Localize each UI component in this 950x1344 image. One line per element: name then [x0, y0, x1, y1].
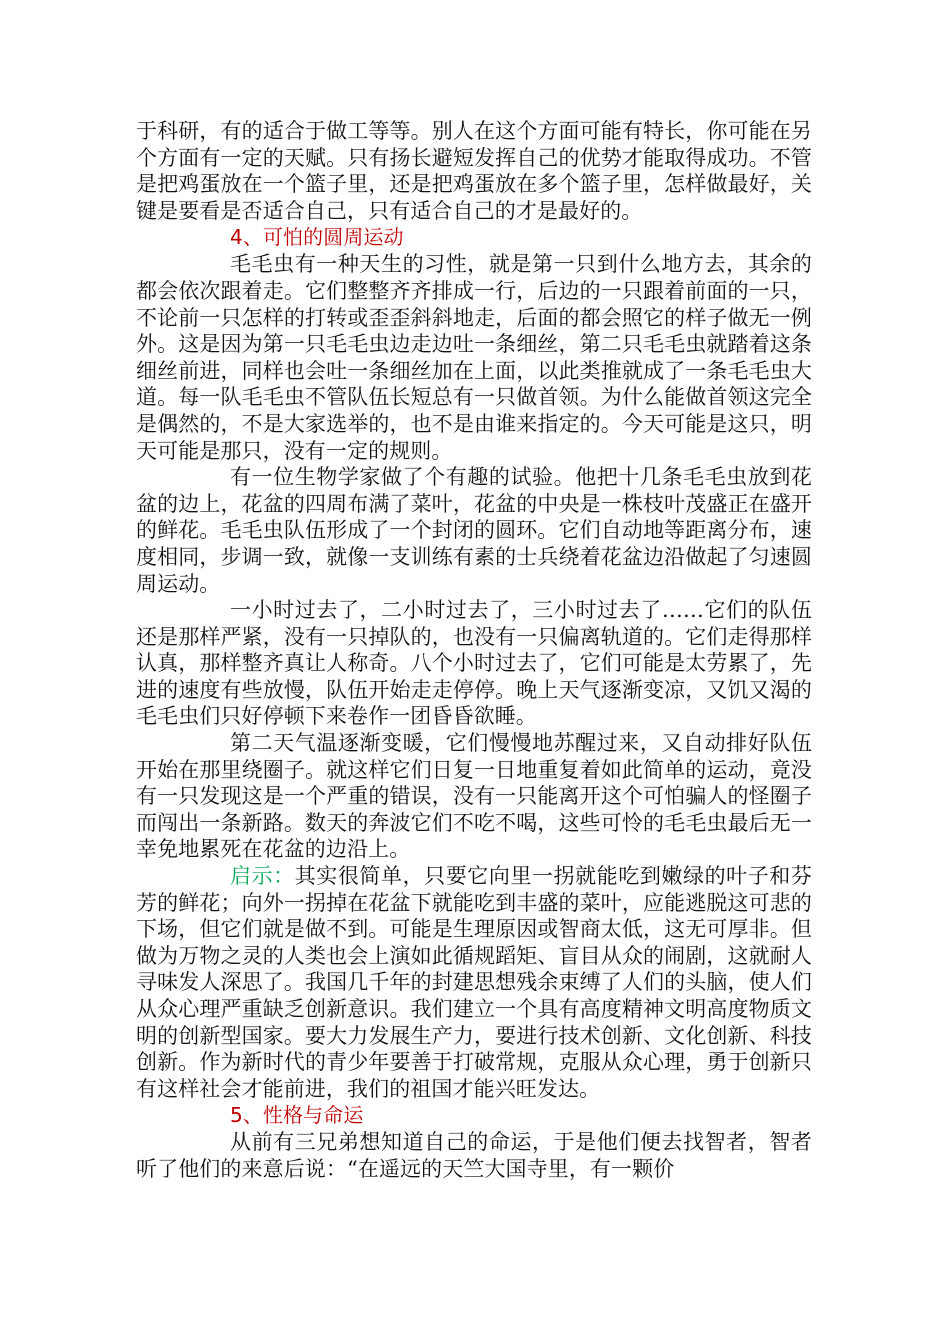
qishi-label: 启示： [230, 864, 295, 889]
section-4-paragraph-3: 一小时过去了，二小时过去了，三小时过去了……它们的队伍还是那样严紧，没有一只掉队的，也没有一只偏离轨道的。它们走得那样认真，那样整齐真让人称奇。八个小时过去了，它们可能是太劳累了，先进的速度有些放慢，队伍开始走走停停。晚上天气逐渐变凉，又饥又渴的毛毛虫们只好停顿下来卷作一团昏昏欲睡。 [136, 598, 812, 729]
document-page [136, 118, 812, 1183]
qishi-paragraph [136, 863, 812, 1102]
section-4-heading: 4、可怕的圆周运动 [230, 225, 404, 250]
section-4-paragraph-1: 毛毛虫有一种天生的习性，就是第一只到什么地方去，其余的都会依次跟着走。它们整整齐齐排成一行，后边的一只跟着前面的一只，不论前一只怎样的打转或歪歪斜斜地走，后面的都会照它的样子做无一例外。这是因为第一只毛毛虫边走边吐一条细丝，第二只毛毛虫就踏着这条细丝前进，同样也会吐一条细丝加在上面，以此类推就成了一条毛毛虫大道。每一队毛毛虫不管队伍长短总有一只做首领。为什么能做首领这完全是偶然的，不是大家选举的，也不是由谁来指定的。今天可能是这只，明天可能是那只，没有一定的规则。 [136, 252, 812, 463]
intro-paragraph: 于科研，有的适合于做工等等。别人在这个方面可能有特长，你可能在另个方面有一定的天赋。只有扬长避短发挥自己的优势才能取得成功。不管是把鸡蛋放在一个篮子里，还是把鸡蛋放在多个篮子里，怎样做最好，关键是要看是否适合自己，只有适合自己的才是最好的。 [136, 119, 812, 223]
section-5-heading: 5、性格与命运 [230, 1103, 364, 1128]
section-5-paragraph: 从前有三兄弟想知道自己的命运，于是他们便去找智者，智者听了他们的来意后说：“在遥远的天竺大国寺里，有一颗价 [136, 1130, 812, 1181]
section-4-paragraph-2: 有一位生物学家做了个有趣的试验。他把十几条毛毛虫放到花盆的边上，花盆的四周布满了菜叶，花盆的中央是一株枝叶茂盛正在盛开的鲜花。毛毛虫队伍形成了一个封闭的圆环。它们自动地等距离分布，速度相同，步调一致，就像一支训练有素的士兵绕着花盆边沿做起了匀速圆周运动。 [136, 465, 812, 596]
section-4-paragraph-4: 第二天气温逐渐变暖，它们慢慢地苏醒过来，又自动排好队伍开始在那里绕圈子。就这样它们日复一日地重复着如此简单的运动，竟没有一只发现这是一个严重的错误，没有一只能离开这个可怕骗人的怪圈子而闯出一条新路。数天的奔波它们不吃不喝，这些可怜的毛毛虫最后无一幸免地累死在花盆的边沿上。 [136, 731, 812, 862]
qishi-text: 其实很简单，只要它向里一拐就能吃到嫩绿的叶子和芬芳的鲜花；向外一拐掉在花盆下就能吃到丰盛的菜叶，应能逃脱这可悲的下场，但它们就是做不到。可能是生理原因或智商太低，这无可厚非。但做为万物之灵的人类也会上演如此循规蹈矩、盲目从众的闹剧，这就耐人寻味发人深思了。我国几千年的封建思想残余束缚了人们的头脑，使人们从众心理严重缺乏创新意识。我们建立一个具有高度精神文明高度物质文明的创新型国家。要大力发展生产力，要进行技术创新、文化创新、科技创新。作为新时代的青少年要善于打破常规，克服从众心理，勇于创新只有这样社会才能前进，我们的祖国才能兴旺发达。 [136, 864, 812, 1101]
